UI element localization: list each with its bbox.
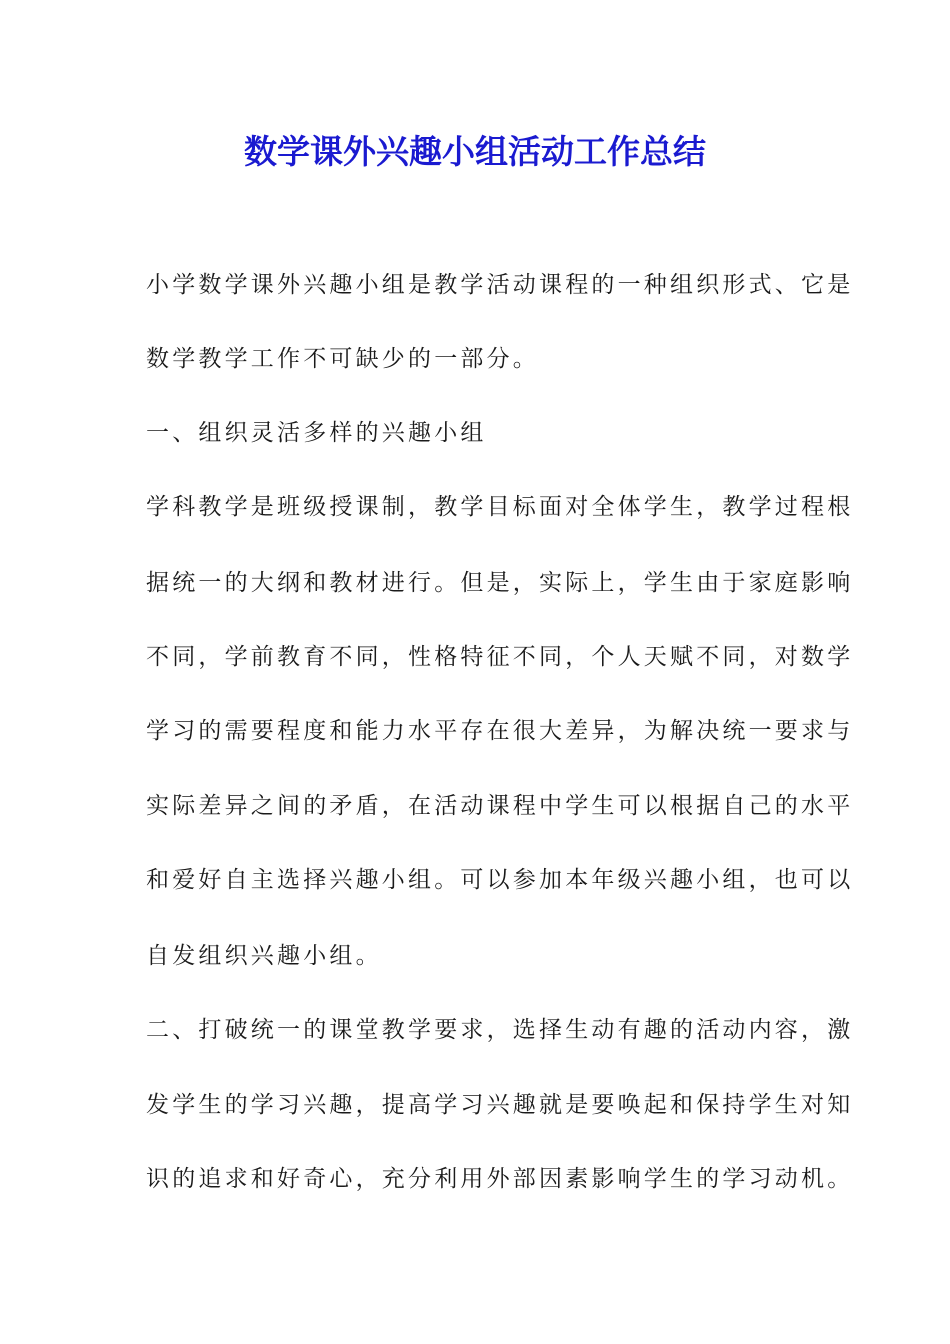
text-line-6: 不同，学前教育不同，性格特征不同，个人天赋不同，对数学	[146, 644, 854, 670]
text-line-1: 小学数学课外兴趣小组是教学活动课程的一种组织形式、它是	[146, 272, 854, 298]
text-line-9: 和爱好自主选择兴趣小组。可以参加本年级兴趣小组，也可以	[146, 867, 854, 893]
text-line-13: 识的追求和好奇心，充分利用外部因素影响学生的学习动机。	[146, 1166, 854, 1192]
text-line-8: 实际差异之间的矛盾，在活动课程中学生可以根据自己的水平	[146, 793, 854, 819]
text-line-2: 数学教学工作不可缺少的一部分。	[146, 346, 539, 372]
text-line-5: 据统一的大纲和教材进行。但是，实际上，学生由于家庭影响	[146, 570, 854, 596]
text-line-7: 学习的需要程度和能力水平存在很大差异，为解决统一要求与	[146, 718, 854, 744]
text-line-4: 学科教学是班级授课制，教学目标面对全体学生，教学过程根	[146, 494, 854, 520]
section-heading-1: 一、组织灵活多样的兴趣小组	[146, 420, 487, 446]
document-title: 数学课外兴趣小组活动工作总结	[244, 132, 706, 171]
section-heading-2: 二、打破统一的课堂教学要求，选择生动有趣的活动内容，激	[146, 1017, 854, 1043]
text-line-12: 发学生的学习兴趣，提高学习兴趣就是要唤起和保持学生对知	[146, 1092, 854, 1118]
text-line-10: 自发组织兴趣小组。	[146, 943, 382, 969]
